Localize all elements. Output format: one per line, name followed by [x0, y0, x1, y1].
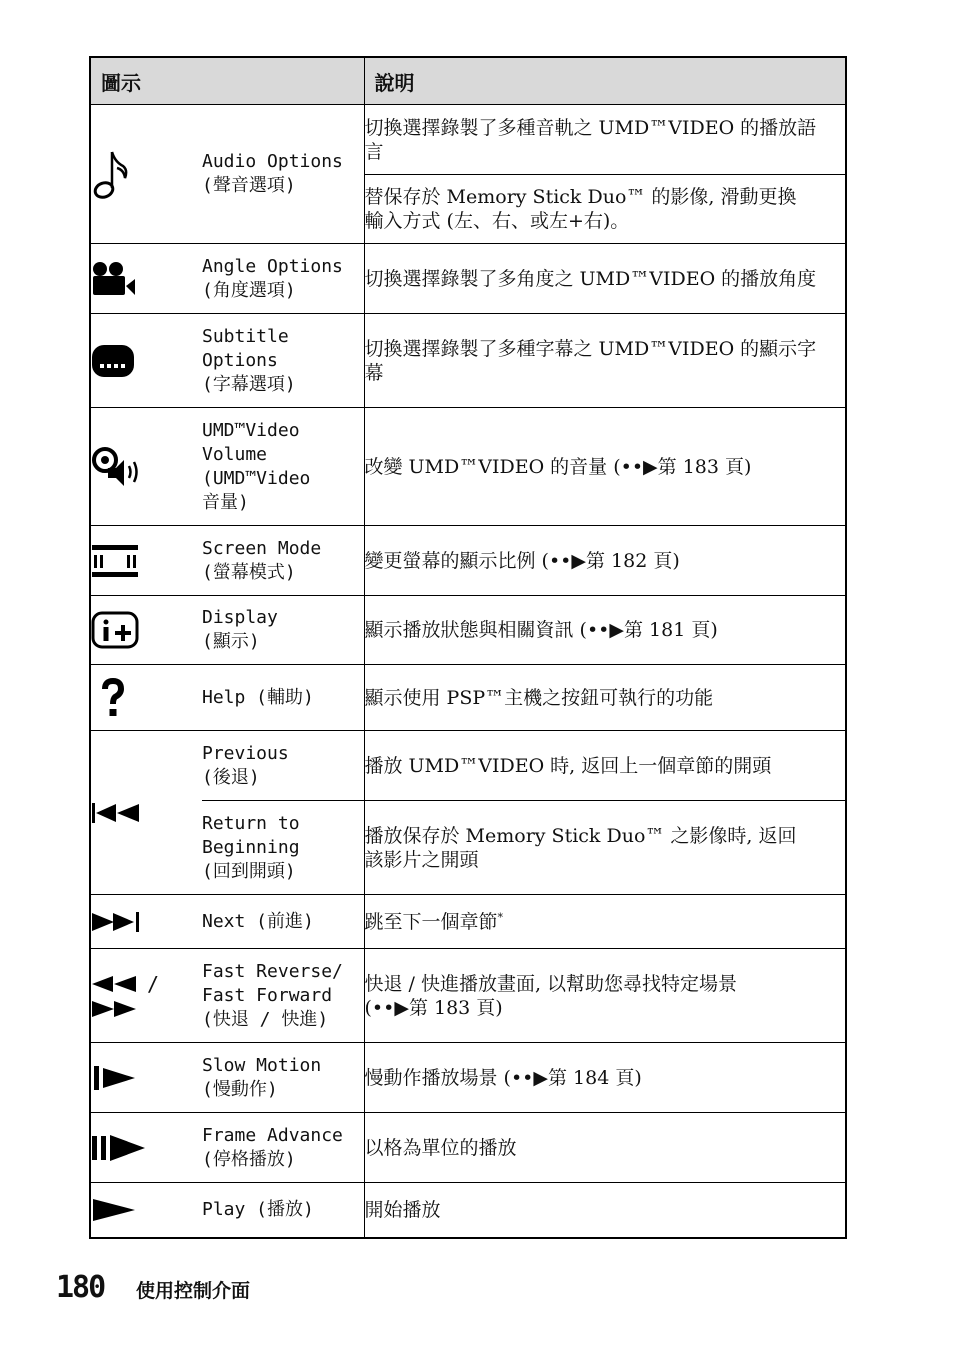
page-number: 180 — [56, 1270, 105, 1305]
next-desc — [364, 895, 846, 949]
screen-mode-label: Screen Mode (螢幕模式) — [202, 526, 364, 596]
screen-mode-icon — [91, 544, 139, 578]
table-row — [90, 105, 846, 175]
camera-angle-icon — [91, 261, 137, 297]
subtitle-options-label: Subtitle Options (字幕選項) — [202, 314, 364, 408]
previous-icon — [91, 801, 141, 825]
next-icon — [91, 910, 141, 934]
umd-video-volume-desc: 改變 UMD™VIDEO 的音量 (••▶第 183 頁) — [364, 408, 846, 526]
audio-options-label: Audio Options (聲音選項) — [202, 105, 364, 244]
table-row — [90, 526, 846, 596]
previous-desc: 播放 UMD™VIDEO 時, 返回上一個章節的開頭 — [364, 731, 846, 801]
fast-reverse-forward-desc: 快退 / 快進播放畫面, 以幫助您尋找特定場景 (••▶第 183 頁) — [364, 949, 846, 1043]
frame-advance-desc: 以格為單位的播放 — [364, 1113, 846, 1183]
audio-options-desc-1: 切換選擇錄製了多種音軌之 UMD™VIDEO 的播放語 言 — [364, 105, 846, 175]
display-info-icon — [91, 611, 139, 649]
slow-motion-desc: 慢動作播放場景 (••▶第 184 頁) — [364, 1043, 846, 1113]
previous-label: Previous (後退) — [202, 731, 364, 801]
slow-motion-icon — [91, 1064, 137, 1092]
next-label: Next (前進) — [202, 895, 364, 949]
table-header-row — [90, 57, 846, 105]
header-icon-column: 圖示 — [90, 57, 364, 105]
table-row — [90, 244, 846, 314]
table-row — [90, 408, 846, 526]
angle-options-desc: 切換選擇錄製了多角度之 UMD™VIDEO 的播放角度 — [364, 244, 846, 314]
help-icon — [91, 677, 135, 719]
help-desc: 顯示使用 PSP™主機之按鈕可執行的功能 — [364, 665, 846, 731]
table-row — [90, 1113, 846, 1183]
footnote-marker: * — [497, 910, 504, 924]
frame-advance-icon — [91, 1133, 147, 1163]
table-row — [90, 596, 846, 665]
table-row — [90, 895, 846, 949]
play-label: Play (播放) — [202, 1183, 364, 1238]
table-row — [90, 1183, 846, 1238]
volume-icon — [91, 446, 145, 488]
return-to-beginning-label: Return to Beginning (回到開頭) — [202, 801, 364, 895]
table-row — [90, 949, 846, 1043]
fast-forward-icon — [91, 999, 137, 1019]
header-description-column: 說明 — [364, 57, 846, 105]
slow-motion-label: Slow Motion (慢動作) — [202, 1043, 364, 1113]
play-icon — [91, 1198, 137, 1222]
play-desc: 開始播放 — [364, 1183, 846, 1238]
icon-table — [89, 56, 847, 1239]
display-label: Display (顯示) — [202, 596, 364, 665]
help-label: Help (輔助) — [202, 665, 364, 731]
next-desc-text: 跳至下一個章節 — [364, 910, 498, 933]
angle-options-label: Angle Options (角度選項) — [202, 244, 364, 314]
umd-video-volume-label: UMD™Video Volume (UMD™Video 音量) — [202, 408, 364, 526]
audio-options-desc-2: 替保存於 Memory Stick Duo™ 的影像, 滑動更換 輸入方式 (左、右、或左+右)。 — [364, 175, 846, 244]
table-row — [90, 314, 846, 408]
frame-advance-label: Frame Advance (停格播放) — [202, 1113, 364, 1183]
return-to-beginning-desc: 播放保存於 Memory Stick Duo™ 之影像時, 返回 該影片之開頭 — [364, 801, 846, 895]
display-desc: 顯示播放狀態與相關資訊 (••▶第 181 頁) — [364, 596, 846, 665]
table-row — [90, 1043, 846, 1113]
fast-reverse-forward-label: Fast Reverse/ Fast Forward (快退 / 快進) — [202, 949, 364, 1043]
screen-mode-desc: 變更螢幕的顯示比例 (••▶第 182 頁) — [364, 526, 846, 596]
table-row — [90, 731, 846, 801]
music-note-icon — [91, 148, 131, 200]
subtitle-icon — [91, 344, 135, 378]
section-title: 使用控制介面 — [136, 1280, 251, 1302]
table-row — [90, 665, 846, 731]
slash-separator: / — [147, 972, 160, 996]
fast-reverse-icon — [91, 974, 137, 994]
table-row — [90, 801, 846, 895]
subtitle-options-desc: 切換選擇錄製了多種字幕之 UMD™VIDEO 的顯示字 幕 — [364, 314, 846, 408]
